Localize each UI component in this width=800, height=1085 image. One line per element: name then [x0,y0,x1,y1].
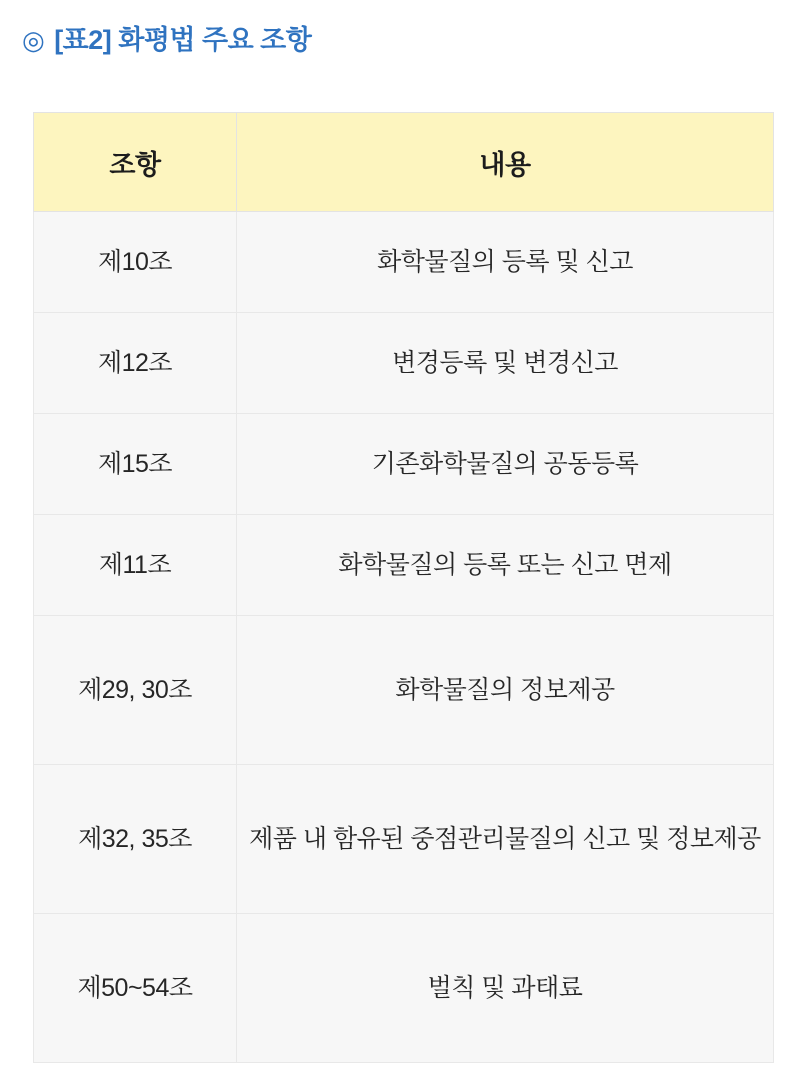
table-header-row [34,113,774,212]
cell-content: 화학물질의 정보제공 [237,616,774,765]
cell-code: 제50~54조 [34,914,237,1063]
cell-content: 화학물질의 등록 또는 신고 면제 [237,515,774,616]
column-header-code: 조항 [34,113,237,212]
table-header [34,113,774,212]
cell-code: 제12조 [34,313,237,414]
provisions-table [33,112,774,1063]
cell-content: 화학물질의 등록 및 신고 [237,212,774,313]
table-row [34,616,774,765]
cell-content: 벌칙 및 과태료 [237,914,774,1063]
table-row [34,212,774,313]
table-body [34,212,774,1063]
cell-content: 변경등록 및 변경신고 [237,313,774,414]
cell-code: 제15조 [34,414,237,515]
circle-bullet-icon: ◎ [22,25,45,56]
column-header-content: 내용 [237,113,774,212]
cell-code: 제11조 [34,515,237,616]
table-row [34,914,774,1063]
cell-content: 기존화학물질의 공동등록 [237,414,774,515]
cell-code: 제10조 [34,212,237,313]
table-container [33,112,770,1063]
table-row [34,515,774,616]
cell-code: 제29, 30조 [34,616,237,765]
table-row [34,765,774,914]
table-row [34,414,774,515]
cell-code: 제32, 35조 [34,765,237,914]
page-title [0,0,800,56]
table-row [34,313,774,414]
cell-content: 제품 내 함유된 중점관리물질의 신고 및 정보제공 [237,765,774,914]
page-title-text: [표2] 화평법 주요 조항 [54,25,312,55]
